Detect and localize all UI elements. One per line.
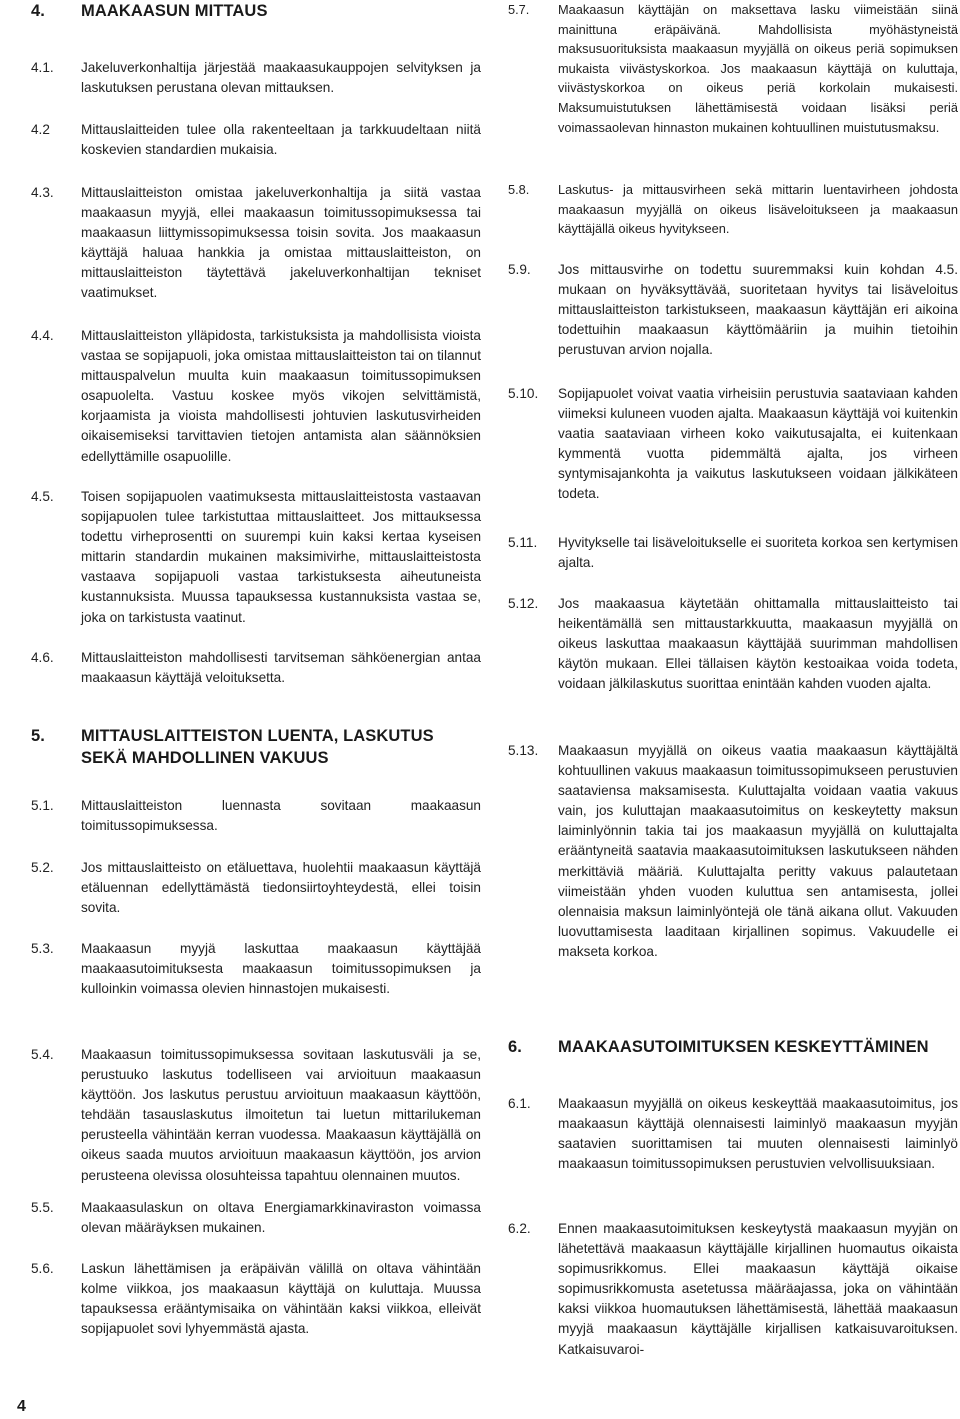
clause-text: Maakaasun myyjällä on oikeus keskeyttää maakaasutoimitus, jos maakaasun käyttäjä olennaisesti laiminlyö maakaasun myyjän saatavien suorittamisen tai muuten olennaisesti laiminlyö maakaasun toimitussopimuksen perustuvien velvollisuuksiaan.: [558, 1096, 958, 1172]
clause-number: 5.2.: [31, 860, 54, 875]
clause-text: Laskutus- ja mittausvirheen sekä mittarin luentavirheen johdosta maakaasun myyjällä on oikeus lisäveloitukseen ja maakaasun käyttäjällä oikeus hyvitykseen.: [558, 182, 958, 237]
clause-5-3: [31, 939, 481, 999]
clause-5-6: [31, 1259, 481, 1339]
section-heading-4: [31, 0, 481, 22]
clause-number: 5.1.: [31, 798, 54, 813]
clause-5-5: [31, 1198, 481, 1238]
clause-6-2: [508, 1219, 958, 1360]
clause-number: 5.10.: [508, 386, 539, 401]
clause-text: Mittauslaitteiston mahdollisesti tarvitseman sähköenergian antaa maakaasun käyttäjä veloituksetta.: [81, 650, 481, 686]
clause-number: 5.13.: [508, 743, 539, 758]
clause-number: 5.4.: [31, 1047, 54, 1062]
clause-number: 4.5.: [31, 489, 54, 504]
clause-text: Mittauslaitteiden tulee olla rakenteeltaan ja tarkkuudeltaan niitä koskevien standardien mukaisia.: [81, 122, 481, 158]
clause-4-6: [31, 648, 481, 688]
clause-text: Hyvitykselle tai lisäveloitukselle ei suoriteta korkoa sen kertymisen ajalta.: [558, 535, 958, 571]
clause-text: Mittauslaitteiston omistaa jakeluverkonhaltija ja siitä vastaa maakaasun myyjä, ellei maakaasun toimitussopimuksessa tai maakaasun liittymissopimuksessa toisin sovita. Jos maakaasun käyttäjä haluaa hankkia ja omistaa mittauslaitteiston, on mittauslaitteiston täytettävä jakeluverkonhaltijan tekniset vaatimukset.: [81, 185, 481, 301]
clause-5-2: [31, 858, 481, 918]
clause-number: 4.3.: [31, 185, 54, 200]
heading-number: 4.: [31, 2, 45, 20]
clause-number: 6.1.: [508, 1096, 531, 1111]
clause-4-5: [31, 487, 481, 628]
clause-text: Maakaasun toimitussopimuksessa sovitaan laskutusväli ja se, perustuuko laskutus todelliseen vai arvioituun maakaasun käyttöön. Jos laskutus perustuu arvioituun maakaasun käyttöön, tehdään tasauslaskutus ilmoitetun tai luetun mittarilukeman perusteella vähintään kerran vuodessa. Maakaasun käyttäjällä on oikeus saada muutos arvioituun maakaasun käyttöön, jos arvion perusteena olevissa olosuhteissa tapahtuu olennainen muutos.: [81, 1047, 481, 1183]
clause-4-1: [31, 58, 481, 98]
heading-number: 6.: [508, 1038, 522, 1056]
clause-text: Jos maakaasua käytetään ohittamalla mittauslaitteisto tai heikentämällä sen mittaustarkkuutta, maakaasun myyjällä on oikeus laskuttaa maakaasun käyttäjää suurimman mahdollisen käytön mukaan. Ellei tällaisen käytön kestoaikaa voida todeta, voidaan jälkilaskutus suorittaa enintään kahden vuoden ajalta.: [558, 596, 958, 692]
clause-5-8: [508, 180, 958, 239]
clause-number: 6.2.: [508, 1221, 531, 1236]
clause-text: Sopijapuolet voivat vaatia virheisiin perustuvia saataviaan kahden viimeksi kuluneen vuoden ajalta. Maakaasun käyttäjä voi kuitenkin vaatia saataviaan virheen koko vaikutusajalta, ei kuitenkaan kymmentä vuotta pidemmältä ajalta, jos virheen syntymisajankohta ja vaikutus laskutukseen voidaan jälkikäteen todeta.: [558, 386, 958, 502]
clause-4-3: [31, 183, 481, 304]
clause-text: Maakaasun käyttäjän on maksettava lasku viimeistään siinä mainittuna eräpäivänä. Mahdollisista myöhästyneistä maksusuorituksista maakaasun myyjällä on oikeus periä sopimuksen mukaista viivästyskorkoa. Jos maakaasun käyttäjä on kuluttaja, viivästyskorkoa on oikeus periä korkolain mukaisesti. Maksumuistutuksen lähettämisestä voidaan lisäksi periä voimassaolevan hinnaston mukainen kohtuullinen muistutusmaksu.: [558, 2, 958, 135]
clause-5-1: [31, 796, 481, 836]
clause-text: Maakaasun myyjällä on oikeus vaatia maakaasun käyttäjältä kohtuullinen vakuus maakaasun toimitussopimukseen perustuvien saataviensa maksamisesta. Kuluttajalta voidaan vaatia vakuus vain, jos kuluttajan maakaasutoimitus on keskeytetty maksun laiminlyönnin takia tai jos maakaasun myyjällä on kuluttajalta erääntyneitä saatavia maakaasutoimituksen laskutukseen nähden merkittäviä määriä. Kuluttajalta peritty vakuus palautetaan viimeistään yhden vuoden kuluttua sen antamisesta, jollei olennaisia maksun laiminlyöntejä ole tänä aikana ollut. Vakuuden luovuttamisesta laaditaan kirjallinen sopimus. Vakuudelle ei makseta korkoa.: [558, 743, 958, 959]
clause-number: 5.6.: [31, 1261, 54, 1276]
clause-text: Maakaasun myyjä laskuttaa maakaasun käyttäjää maakaasutoimituksesta maakaasun toimitussopimuksen ja kulloinkin voimassa olevien hinnastojen mukaisesti.: [81, 941, 481, 997]
heading-title: MAAKAASUTOIMITUKSEN KESKEYTTÄMINEN: [558, 1038, 929, 1056]
clause-text: Laskun lähettämisen ja eräpäivän välillä on oltava vähintään kolme viikkoa, jos maakaasun käyttäjä on kuluttaja. Muussa tapauksessa erääntymisaika on vähintään kaksi viikkoa, elleivät sopijapuolet sovi lyhyemmästä ajasta.: [81, 1261, 481, 1337]
clause-5-9: [508, 260, 958, 360]
clause-text: Jakeluverkonhaltija järjestää maakaasukauppojen selvityksen ja laskutuksen perustana olevan mittauksen.: [81, 60, 481, 96]
clause-number: 4.1.: [31, 60, 54, 75]
clause-5-12: [508, 594, 958, 694]
clause-5-4: [31, 1045, 481, 1186]
clause-5-10: [508, 384, 958, 505]
clause-6-1: [508, 1094, 958, 1174]
heading-title: MAAKAASUN MITTAUS: [81, 2, 268, 20]
clause-number: 4.6.: [31, 650, 54, 665]
clause-number: 5.12.: [508, 596, 539, 611]
clause-number: 4.2: [31, 122, 50, 137]
section-heading-6: [508, 1036, 958, 1058]
clause-5-7: [508, 0, 958, 137]
clause-4-2: [31, 120, 481, 160]
clause-number: 4.4.: [31, 328, 54, 343]
clause-number: 5.7.: [508, 2, 530, 17]
clause-text: Mittauslaitteiston ylläpidosta, tarkistuksista ja mahdollisista vioista vastaa se sopijapuoli, joka omistaa mittauslaitteiston tai on tilannut mittauspalvelun muulta kuin maakaasun toimitussopimuksen osapuolelta. Vastuu koskee myös vikojen selvittämistä, korjaamista ja vioista mahdollisesti johtuvien laskutusvirheiden oikaisemiseksi tarvittavien tietojen antamista alan säännöksien edellyttämille osapuolille.: [81, 328, 481, 464]
clause-text: Jos mittauslaitteisto on etäluettava, huolehtii maakaasun käyttäjä etäluennan edellyttämästä tiedonsiirtoyhteydestä, ellei toisin sovita.: [81, 860, 481, 916]
clause-text: Toisen sopijapuolen vaatimuksesta mittauslaitteistosta vastaavan sopijapuolen tulee tarkistuttaa mittauslaitteet. Jos mittauksessa todettu virheprosentti on suurempi kuin kaksi kertaa kyseisen mittarin standardin mukainen maksimivirhe, mittauslaitteistosta vastaava sopijapuoli vastaa tarkistuksesta aiheutuneista kustannuksista. Muussa tapauksessa kustannuksista vastaa se, joka on tarkistusta vaatinut.: [81, 489, 481, 625]
clause-number: 5.5.: [31, 1200, 54, 1215]
clause-text: Jos mittausvirhe on todettu suuremmaksi kuin kohdan 4.5. mukaan on hyväksyttävää, suoritetaan hyvitys tai lisäveloitus mittauslaitteiston tarkistukseen, maakaasun käyttäjän eri aikoina todettuihin maakaasun käyttömääriin ja muihin tietoihin perustuvan arvion nojalla.: [558, 262, 958, 358]
clause-number: 5.9.: [508, 262, 531, 277]
heading-title: MITTAUSLAITTEISTON LUENTA, LASKUTUS SEKÄ MAHDOLLINEN VAKUUS: [81, 727, 434, 767]
page-number: 4: [17, 1398, 26, 1415]
section-heading-5: [31, 725, 481, 769]
clause-number: 5.8.: [508, 182, 530, 197]
clause-number: 5.3.: [31, 941, 54, 956]
heading-number: 5.: [31, 727, 45, 745]
clause-text: Maakaasulaskun on oltava Energiamarkkinaviraston voimassa olevan määräyksen mukainen.: [81, 1200, 481, 1236]
clause-number: 5.11.: [508, 535, 538, 550]
clause-4-4: [31, 326, 481, 467]
clause-text: Mittauslaitteiston luennasta sovitaan maakaasun toimitussopimuksessa.: [81, 798, 481, 834]
clause-text: Ennen maakaasutoimituksen keskeytystä maakaasun myyjän on lähetettävä maakaasun käyttäjälle kirjallinen huomautus oikaista sopimusrikkomus. Ellei maakaasun käyttäjä oikaise sopimusrikkomusta asetetussa määräajassa, joka on vähintään kaksi viikkoa huomautuksen lähettämisestä, lähettää maakaasun myyjä maakaasun käyttäjälle kirjallisen katkaisuvaroituksen. Katkaisuvaroi-: [558, 1221, 958, 1357]
clause-5-13: [508, 741, 958, 962]
clause-5-11: [508, 533, 958, 573]
